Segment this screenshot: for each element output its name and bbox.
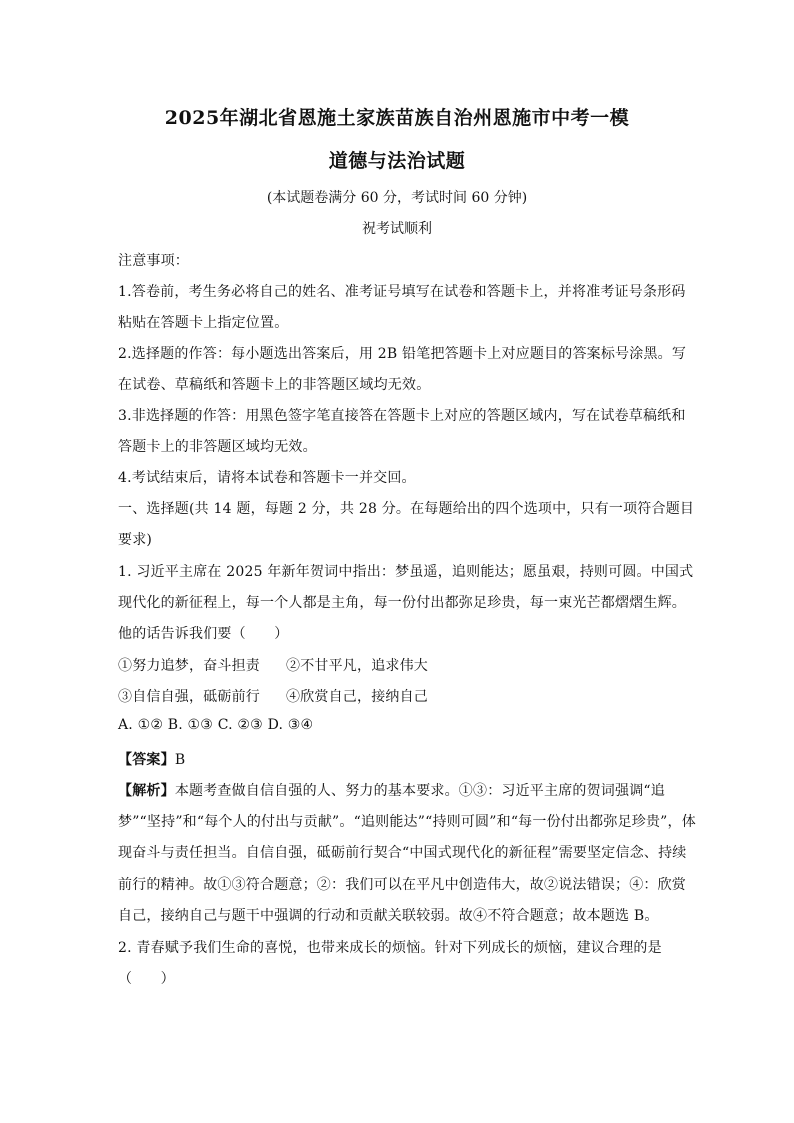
- exam-info: (本试题卷满分 60 分，考试时间 60 分钟): [266, 190, 528, 206]
- notice-heading: 注意事项：: [118, 253, 189, 269]
- question-stem: 2. 青春赋予我们生命的喜悦，也带来成长的烦恼。针对下列成长的烦恼，建议合理的是: [118, 940, 662, 956]
- notice-line: 2.选择题的作答：每小题选出答案后，用 2B 铅笔把答题卡上对应题目的答案标号涂黑。写: [118, 346, 687, 362]
- analysis-line: 前行的精神。故①③符合题意；②：我们可以在平凡中创造伟大，故②说法错误；④：欣赏: [118, 877, 686, 893]
- notice-line: 3.非选择题的作答：用黑色签字笔直接答在答题卡上对应的答题区域内，写在试卷草稿纸和: [118, 408, 686, 424]
- analysis-line: 自己，接纳自己与题干中强调的行动和贡献关联较弱。故④不符合题意；故本题选 B。: [118, 908, 659, 924]
- answer-label: 【答案】: [118, 752, 175, 768]
- notice-line: 1.答卷前，考生务必将自己的姓名、准考证号填写在试卷和答题卡上，并将准考证号条形码: [118, 284, 686, 300]
- statement: ①努力追梦，奋斗担责: [118, 658, 260, 674]
- question-stem: （ ）: [118, 971, 175, 987]
- analysis-line: 梦”“坚持”和“每个人的付出与贡献”。“追则能达”“持则可圆”和“每一份付出都弥足珍贵”，体: [118, 814, 696, 830]
- statement-row: [118, 655, 688, 675]
- notice-line: 答题卡上的非答题区域均无效。: [118, 439, 317, 455]
- good-luck: 祝考试顺利: [362, 221, 432, 237]
- paper-title: 2025年湖北省恩施土家族苗族自治州恩施市中考一模: [164, 107, 630, 129]
- notice-line: 粘贴在答题卡上指定位置。: [118, 315, 289, 331]
- analysis-line: 现奋斗与责任担当。自信自强，砥砺前行契合“中国式现代化的新征程”需要坚定信念、持续: [118, 845, 687, 861]
- analysis-label: 【解析】: [118, 783, 175, 799]
- section-heading: 要求): [118, 532, 153, 548]
- answer-value: B: [174, 752, 186, 768]
- choices: A. ①② B. ①③ C. ②③ D. ③④: [118, 717, 314, 733]
- question-stem: 他的话告诉我们要（ ）: [118, 626, 289, 642]
- statement: ②不甘平凡，追求伟大: [286, 658, 428, 674]
- notice-line: 4.考试结束后，请将本试卷和答题卡一并交回。: [118, 470, 416, 486]
- statement: ④欣赏自己，接纳自己: [286, 689, 428, 705]
- notice-line: 在试卷、草稿纸和答题卡上的非答题区域均无效。: [118, 377, 431, 393]
- analysis-line: [118, 780, 688, 800]
- paper-subtitle: 道德与法治试题: [328, 150, 466, 172]
- section-heading: 一、选择题(共 14 题，每题 2 分，共 28 分。在每题给出的四个选项中，只有一项符合题目: [118, 501, 695, 517]
- answer: [118, 749, 688, 769]
- question-stem: 现代化的新征程上，每一个人都是主角，每一份付出都弥足珍贵，每一束光芒都熠熠生辉。: [118, 595, 686, 611]
- statement: ③自信自强，砥砺前行: [118, 689, 260, 705]
- question-stem: 1. 习近平主席在 2025 年新年贺词中指出：梦虽遥，追则能达；愿虽艰，持则可圆。中国式: [118, 564, 694, 580]
- analysis-text: 本题考查做自信自强的人、努力的基本要求。①③：习近平主席的贺词强调“追: [174, 783, 665, 799]
- statement-row: [118, 686, 688, 706]
